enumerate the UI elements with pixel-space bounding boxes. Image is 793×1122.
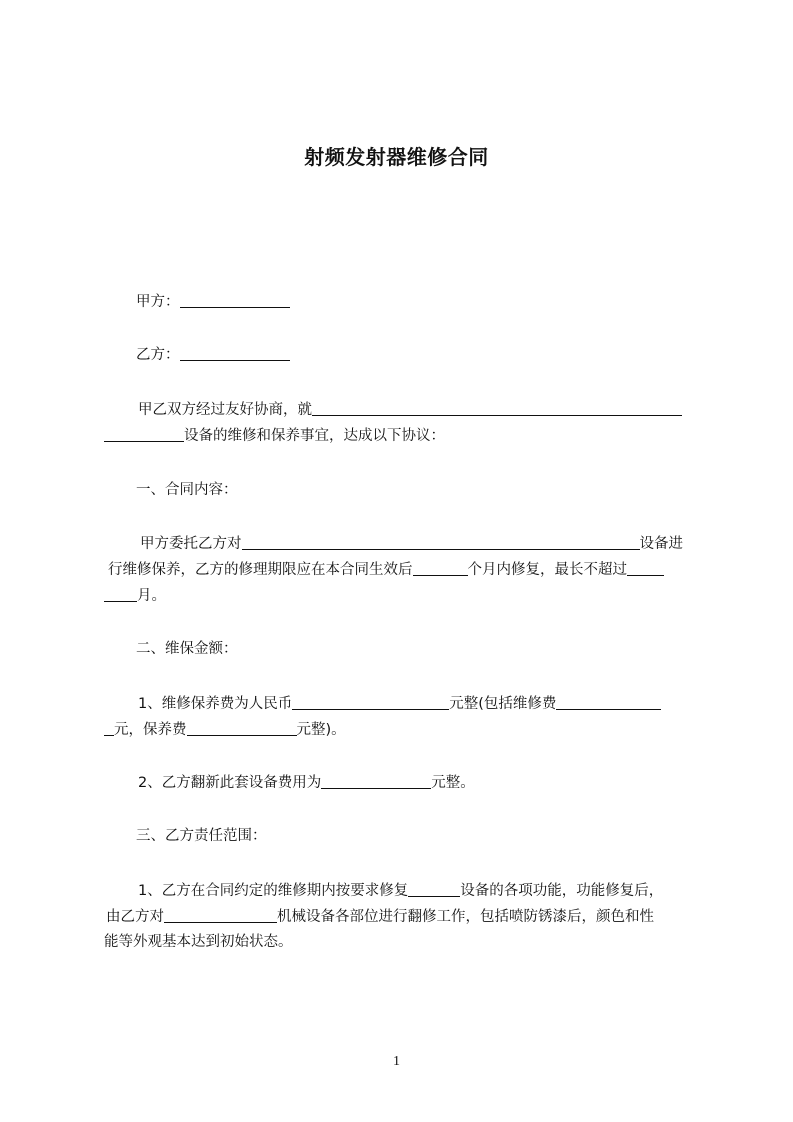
section3-text-3: 由乙方对 bbox=[106, 909, 164, 925]
max-months-blank-1[interactable] bbox=[627, 561, 664, 576]
section1-text-4: 个月内修复，最长不超过 bbox=[467, 562, 627, 578]
section2-heading: 二、维保金额： bbox=[136, 641, 238, 657]
section3-item1-line-3: 能等外观基本达到初始状态。 bbox=[104, 934, 293, 950]
intro-blank-2[interactable] bbox=[104, 427, 184, 442]
party-a-line bbox=[136, 291, 736, 312]
section2-text-6: 元整。 bbox=[431, 775, 475, 791]
party-b-blank[interactable] bbox=[180, 346, 290, 361]
section3-text-1: 1、乙方在合同约定的维修期内按要求修复 bbox=[138, 883, 409, 899]
section2-text-1: 1、维修保养费为人民币 bbox=[138, 696, 293, 712]
section2-text-4: 元整)。 bbox=[296, 722, 346, 738]
device-blank[interactable] bbox=[242, 535, 640, 550]
intro-text-2: 设备的维修和保养事宜，达成以下协议： bbox=[184, 428, 445, 444]
section1-line-2 bbox=[108, 559, 708, 580]
section2-text-5: 2、乙方翻新此套设备费用为 bbox=[138, 775, 322, 791]
section3-text-2: 设备的各项功能，功能修复后， bbox=[460, 883, 664, 899]
party-a-blank[interactable] bbox=[180, 293, 290, 308]
intro-line-2 bbox=[104, 425, 704, 446]
intro-text-1: 甲乙双方经过友好协商，就 bbox=[138, 402, 312, 418]
document-title: 射频发射器维修合同 bbox=[304, 145, 489, 169]
section1-line-3 bbox=[104, 585, 704, 606]
party-b-line bbox=[136, 344, 736, 365]
intro-line-1 bbox=[138, 399, 738, 420]
repair-fee-blank-1[interactable] bbox=[556, 695, 661, 710]
machinery-blank[interactable] bbox=[164, 908, 277, 923]
section2-text-3: 元，保养费 bbox=[114, 722, 187, 738]
total-fee-blank[interactable] bbox=[292, 695, 449, 710]
section3-heading: 三、乙方责任范围： bbox=[136, 828, 267, 844]
max-months-blank-2[interactable] bbox=[104, 587, 137, 602]
section2-item1-line-1 bbox=[138, 693, 738, 714]
section1-text-5: 月。 bbox=[137, 588, 166, 604]
months-blank[interactable] bbox=[413, 561, 468, 576]
section2-item1-line-2 bbox=[104, 719, 704, 740]
section2-item2-line bbox=[138, 772, 738, 793]
section1-text-2: 设备进 bbox=[639, 536, 683, 552]
section3-text-4: 机械设备各部位进行翻修工作，包括喷防锈漆后，颜色和性 bbox=[277, 909, 654, 925]
section1-line-1 bbox=[140, 533, 740, 554]
maintenance-fee-blank[interactable] bbox=[187, 721, 297, 736]
section2-text-2: 元整(包括维修费 bbox=[449, 696, 557, 712]
section1-text-3: 行维修保养，乙方的修理期限应在本合同生效后 bbox=[108, 562, 413, 578]
intro-blank-1[interactable] bbox=[312, 401, 682, 416]
repair-fee-blank-2[interactable] bbox=[104, 721, 114, 736]
page-number: 1 bbox=[393, 1054, 400, 1069]
section1-text-1: 甲方委托乙方对 bbox=[140, 536, 242, 552]
section1-heading: 一、合同内容： bbox=[136, 482, 238, 498]
renovation-fee-blank[interactable] bbox=[321, 774, 431, 789]
party-b-label: 乙方： bbox=[136, 347, 180, 363]
repair-device-blank[interactable] bbox=[408, 882, 460, 897]
section3-item1-line-2 bbox=[106, 906, 706, 927]
section3-item1-line-1 bbox=[138, 880, 738, 901]
party-a-label: 甲方： bbox=[136, 294, 180, 310]
